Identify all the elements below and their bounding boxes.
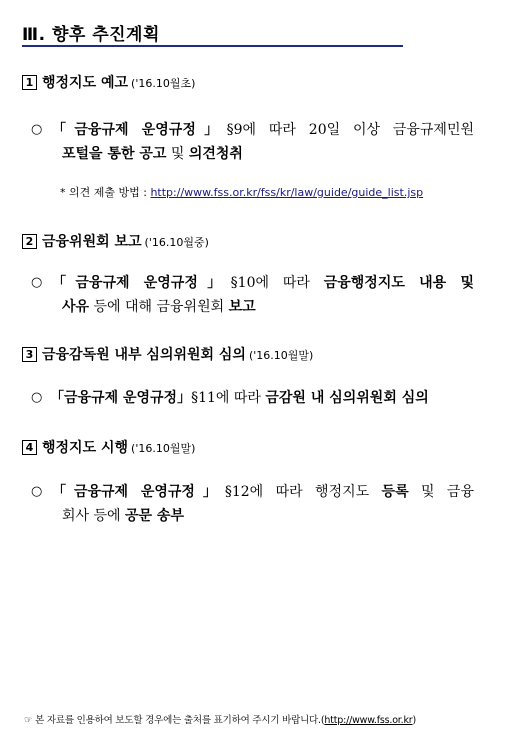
note-label: * 의견 제출 방법 : bbox=[60, 186, 151, 199]
item-1-line-1 bbox=[52, 119, 474, 139]
footer-text: ☞ 본 자료를 인용하여 보도할 경우에는 출처를 표기하여 주시기 바랍니다. bbox=[24, 715, 321, 726]
item-emphasis: 보고 bbox=[228, 299, 256, 315]
section-title: 행정지도 시행 bbox=[42, 440, 129, 456]
section-4-heading bbox=[22, 437, 195, 457]
item-emphasis: 금융행정지도 내용 및 bbox=[323, 275, 474, 291]
item-4-line-1 bbox=[52, 481, 474, 501]
item-text: §12에 따라 행정지도 bbox=[224, 484, 382, 500]
item-3-line-1 bbox=[50, 387, 429, 407]
item-text: 및 bbox=[166, 146, 189, 162]
item-text: §9에 따라 20일 이상 금융규제민원 bbox=[226, 122, 474, 138]
item-text: 회사 등에 bbox=[62, 508, 125, 524]
section-title: 금융감독원 내부 심의위원회 심의 bbox=[42, 347, 246, 363]
item-text: 등에 대해 금융위원회 bbox=[89, 299, 229, 315]
bullet-marker: ○ bbox=[31, 275, 43, 290]
footer-notice bbox=[24, 712, 416, 726]
section-number: 1 bbox=[22, 75, 37, 90]
item-1-line-2 bbox=[62, 143, 243, 163]
section-date: ('16.10월초) bbox=[131, 77, 196, 90]
item-2-line-1 bbox=[52, 272, 474, 292]
page-title: Ⅲ. 향후 추진계획 bbox=[22, 25, 160, 45]
item-emphasis: 등록 bbox=[381, 484, 409, 500]
item-text: §10에 따라 bbox=[230, 275, 324, 291]
guide-link[interactable]: http://www.fss.or.kr/fss/kr/law/guide/guide_list.jsp bbox=[150, 186, 424, 199]
item-emphasis: 공문 송부 bbox=[125, 508, 184, 524]
item-text: §11에 따라 bbox=[191, 390, 266, 406]
title-underline bbox=[22, 45, 403, 47]
section-number: 3 bbox=[22, 347, 37, 362]
item-emphasis: 사유 bbox=[62, 299, 90, 315]
regulation-name: 「금융규제 운영규정」 bbox=[50, 390, 192, 406]
section-title: 행정지도 예고 bbox=[42, 75, 129, 91]
section-1-heading bbox=[22, 72, 195, 92]
section-date: ('16.10월중) bbox=[144, 236, 209, 249]
regulation-name: 「금융규제 운영규정」 bbox=[52, 484, 225, 500]
submission-note bbox=[60, 184, 423, 200]
section-number: 4 bbox=[22, 440, 37, 455]
item-emphasis: 의견청취 bbox=[188, 146, 243, 162]
footer-paren: ( bbox=[320, 715, 325, 726]
section-date: ('16.10월말) bbox=[131, 442, 196, 455]
item-text: 및 금융 bbox=[408, 484, 474, 500]
section-2-heading bbox=[22, 231, 209, 251]
item-2-line-2 bbox=[62, 296, 256, 316]
bullet-marker: ○ bbox=[31, 122, 43, 137]
item-emphasis: 금감원 내 심의위원회 심의 bbox=[265, 390, 429, 406]
bullet-marker: ○ bbox=[31, 484, 43, 499]
section-3-heading bbox=[22, 344, 313, 364]
item-4-line-2 bbox=[62, 505, 184, 525]
regulation-name: 「금융규제 운영규정」 bbox=[52, 122, 227, 138]
section-date: ('16.10월말) bbox=[248, 349, 314, 362]
item-emphasis: 포털을 통한 공고 bbox=[62, 146, 167, 162]
section-title: 금융위원회 보고 bbox=[42, 234, 142, 250]
footer-paren: ) bbox=[412, 715, 416, 726]
section-number: 2 bbox=[22, 234, 37, 249]
fss-website-link[interactable]: http://www.fss.or.kr bbox=[324, 715, 413, 726]
regulation-name: 「금융규제 운영규정」 bbox=[52, 275, 231, 291]
bullet-marker: ○ bbox=[31, 390, 43, 405]
